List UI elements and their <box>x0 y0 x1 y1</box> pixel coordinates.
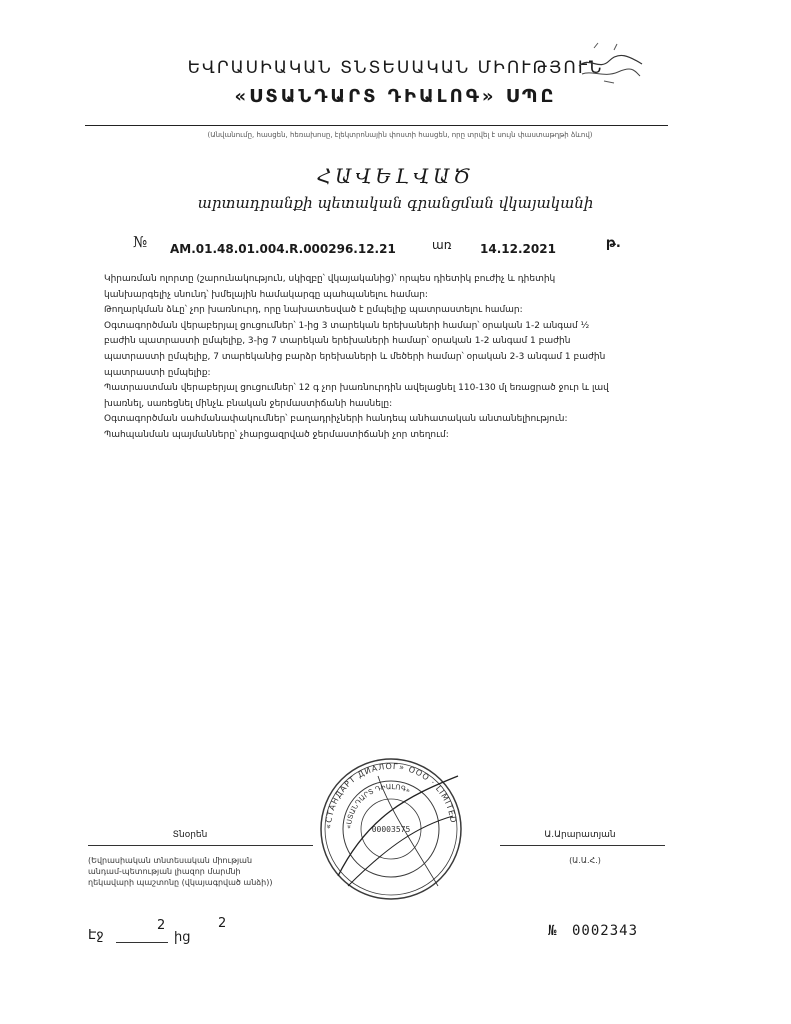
document-body <box>104 272 649 444</box>
org-name-line2: «ՍՏԱՆԴԱՐՏ ԴԻԱԼՈԳ» ՍՊԸ <box>234 86 557 107</box>
right-signature-line <box>500 845 665 846</box>
svg-text:«ՍՏԱՆԴԱՐՏ ԴԻԱԼՈԳ» <box>345 783 412 829</box>
body-line: կանխարգելիչ սնունդ՝ խմելային համակարգը պահպանելու համար: <box>104 289 428 300</box>
body-line: Օգտագործման վերաբերյալ ցուցումներ՝ 1-ից 3 տարեկան երեխաների համար՝ օրական 1-2 անգամ ½ <box>104 320 590 331</box>
header-divider <box>85 125 668 126</box>
page-word: Էջ <box>88 928 104 943</box>
stamp-inner-text: «ՍՏԱՆԴԱՐՏ ԴԻԱԼՈԳ» <box>344 782 412 830</box>
header-note: (Անվանումը, հասցեն, հեռախոսը, էլեկտրոնային փոստի հասցեն, որը տրվել է սույն փաստաթղթի ձևով) <box>207 131 593 139</box>
document-subtitle: արտադրանքի պետական գրանցման վկայականի <box>197 194 594 212</box>
stamp-code: 00003575 <box>371 825 411 834</box>
director-note-line: (Եվրասիական տնտեսական միության <box>88 856 253 865</box>
body-line: Օգտագործման սահմանափակումներ՝ բաղադրիչների հանդեպ անհատական անտանելիություն: <box>104 414 568 425</box>
body-line: Պահպանման պայմանները՝ չհարցազրված ջերմաստիճանի չոր տեղում: <box>104 429 449 440</box>
page-current: 2 <box>157 918 166 933</box>
serial-number: 0002343 <box>572 923 639 939</box>
body-line: պատրաստի ըմպելիք: <box>104 367 211 378</box>
signatory-note: (Ա.Ա.Հ.) <box>569 856 601 865</box>
director-note <box>88 855 328 888</box>
certificate-number: AM.01.48.01.004.R.000296.12.21 <box>170 242 396 256</box>
document-title: ՀԱՎԵԼՎԱԾ <box>316 164 475 188</box>
org-name-line1: ԵՎՐԱՍԻԱԿԱՆ ՏՆՏԵՍԱԿԱՆ ՄԻՈՒԹՅՈՒՆ <box>187 58 604 78</box>
certificate-date: 14.12.2021 <box>480 242 556 256</box>
serial-number-sign: № <box>548 923 558 939</box>
stamp-outer-text: «СТАНДАРТ ДИАЛОГ» ООО · LIMITED <box>323 761 458 830</box>
director-title: Տնօրեն <box>172 830 208 840</box>
body-line: բաժին պատրաստի ըմպելիք, 3-ից 7 տարեկան երեխաների համար՝ օրական 1-2 անգամ 1 բաժին <box>104 336 571 347</box>
date-preposition: առ <box>432 238 452 252</box>
director-note-line: անդամ-պետության լիազոր մարմնի <box>88 867 241 876</box>
number-sign: № <box>133 233 148 251</box>
page-current-line <box>116 942 168 943</box>
body-line: պատրաստի ըմպելիք, 7 տարեկանից բարձր երեխաների և մեծերի համար՝ օրական 2-3 անգամ 1 բաժին <box>104 351 606 362</box>
year-abbreviation: թ. <box>606 236 621 251</box>
page-total: 2 <box>218 916 227 931</box>
of-word: ից <box>174 930 191 945</box>
round-seal-stamp <box>318 756 464 902</box>
body-line: Կիրառման ոլորտը (շարունակություն, սկիզբը՝ վկայականից)՝ որպես դիետիկ բուժիչ և դիետիկ <box>104 274 556 284</box>
corner-signature-mark <box>574 36 646 88</box>
body-line: խառնել, սառեցնել մինչև բնական ջերմաստիճանի հասնելը: <box>104 398 393 409</box>
body-line: Պատրաստման վերաբերյալ ցուցումներ՝ 12 գ չոր խառնուրդին ավելացնել 110-130 մլ եռացրած ջուր և լավ <box>104 383 609 394</box>
director-note-line: ղեկավարի պաշտոնը (վկայագրված անձի)) <box>88 878 273 887</box>
signatory-name: Ա.Արարատյան <box>544 830 616 840</box>
left-signature-line <box>88 845 313 846</box>
body-line: Թողարկման ձևը՝ չոր խառնուրդ, որը նախատեսված է ըմպելիք պատրաստելու համար: <box>104 305 523 316</box>
